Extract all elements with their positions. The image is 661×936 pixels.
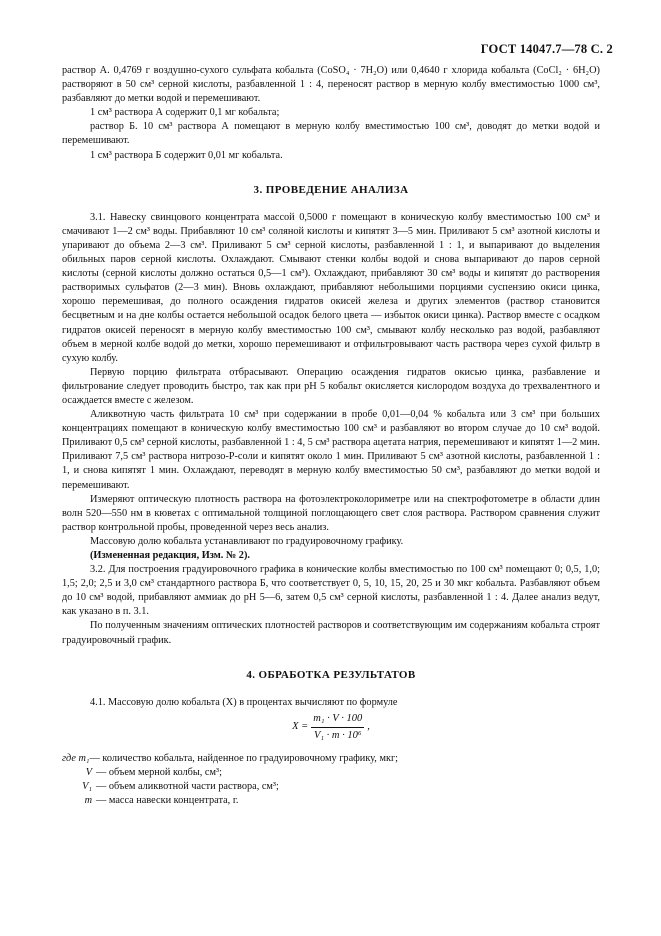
paragraph-solution-a: раствор А. 0,4769 г воздушно-сухого сульфата кобальта (CoSO₄ · 7H₂O) или 0,4640 г хлорида кобальта (CoCl₂ · 6H₂O) растворяют в 50 см³ серной кислоты, разбавленной 1 : 4, переносят раствор в мерную колбу вместимостью 1000 см³, разбавляют до метки водой и перемешивают. bbox=[62, 65, 600, 105]
paragraph-solution-b-content: 1 см³ раствора Б содержит 0,01 мг кобальта. bbox=[90, 149, 283, 161]
legend-symbol: m bbox=[84, 795, 92, 807]
document-body bbox=[62, 64, 600, 808]
formula-numerator: m₁ · V · 100 bbox=[311, 712, 364, 728]
paragraph-solution-a-content: 1 см³ раствора А содержит 0,1 мг кобальта; bbox=[90, 107, 280, 119]
paragraph-3-1-aliquot: Аликвотную часть фильтрата 10 см³ при содержании в пробе 0,01—0,04 % кобальта или 3 см³ при больших концентрациях помещают в коническую колбу вместимостью 100 см³ и разбавляют во втором случае до 10 см³ водой. Приливают 0,5 см³ серной кислоты, разбавленной 1 : 4, 5 см³ раствора ацетата натрия, перемешивают и кипятят 1—2 мин. Приливают 7,5 см³ раствора нитрозо-Р-соли и кипятят около 1 мин. Приливают 5 см³ азотной кислоты, разбавленной 1 : 1, и снова кипятят 1 мин. Охлаждают, переводят в мерную колбу вместимостью 50 см³, разбавляют до метки водой и перемешивают. bbox=[62, 409, 600, 491]
legend-symbol: V₁ bbox=[82, 781, 92, 793]
paragraph-4-1: 4.1. Массовую долю кобальта (X) в процентах вычисляют по формуле bbox=[90, 696, 398, 708]
legend-row bbox=[62, 752, 600, 766]
legend-symbol: где m₁ bbox=[62, 752, 90, 764]
section-4-heading: 4. ОБРАБОТКА РЕЗУЛЬТАТОВ bbox=[246, 668, 416, 681]
formula-fraction bbox=[311, 712, 364, 743]
section-3-heading: 3. ПРОВЕДЕНИЕ АНАЛИЗА bbox=[253, 183, 409, 196]
paragraph-3-2: 3.2. Для построения градуировочного графика в конические колбы вместимостью по 100 см³ помещают 0; 0,5, 1,0; 1,5; 2,0; 2,5 и 3,0 см³ стандартного раствора Б, что соответствует 0, 5, 10, 15, 20, 25 и 30 мкг кобальта. Разбавляют объем до 10 см³ водой, прибавляют аммиак до pH 5—6, затем 0,5 см³ серной кислоты, разбавленной 1 : 4. Далее анализ ведут, как указано в п. 3.1. bbox=[62, 564, 600, 618]
legend-text: — объем аликвотной части раствора, см³; bbox=[96, 781, 279, 793]
legend-text: — количество кобальта, найденное по градуировочному графику, мкг; bbox=[89, 752, 399, 764]
paragraph-3-1-graph: Массовую долю кобальта устанавливают по градуировочному графику. bbox=[90, 535, 404, 547]
formula-tail: , bbox=[367, 721, 370, 733]
legend-text: — объем мерной колбы, см³; bbox=[96, 766, 222, 778]
formula-lhs: X = bbox=[292, 721, 309, 733]
edition-note: (Измененная редакция, Изм. № 2). bbox=[90, 550, 250, 561]
legend-symbol: V bbox=[85, 766, 92, 778]
page-header: ГОСТ 14047.7—78 С. 2 bbox=[480, 42, 613, 56]
formula bbox=[62, 712, 600, 746]
formula-denominator: V₁ · m · 10⁶ bbox=[313, 729, 362, 741]
paragraph-3-1-filtrate: Первую порцию фильтрата отбрасывают. Операцию осаждения гидратов окисью цинка, разбавление и фильтрование следует проводить быстро, так как при pH 5 кобальт окисляется кислородом воздуха до трехвалентного и осаждается вместе с железом. bbox=[62, 366, 600, 406]
legend-row bbox=[62, 780, 600, 794]
legend-row bbox=[62, 766, 600, 780]
paragraph-3-1-measure: Измеряют оптическую плотность раствора на фотоэлектроколориметре или на спектрофотометре в области длин волн 520—550 нм в кюветах с оптимальной толщиной поглощающего свет слоя раствора. Раствором сравнения служит раствор контрольной пробы, проведенной через весь анализ. bbox=[62, 493, 600, 533]
legend-row bbox=[62, 794, 600, 808]
paragraph-solution-b: раствор Б. 10 см³ раствора А помещают в мерную колбу вместимостью 100 см³, доводят до метки водой и перемешивают. bbox=[62, 121, 600, 147]
formula-legend bbox=[62, 752, 600, 808]
paragraph-3-2-graph: По полученным значениям оптических плотностей растворов и соответствующим им содержаниям кобальта строят градуировочный график. bbox=[62, 620, 600, 646]
legend-text: — масса навески концентрата, г. bbox=[96, 795, 239, 807]
paragraph-3-1: 3.1. Навеску свинцового концентрата массой 0,5000 г помещают в коническую колбу вместимостью 100 см³ и смачивают 1—2 см³ воды. Прибавляют 10 см³ соляной кислоты и кипятят 3—5 мин. Приливают 5 см³ азотной кислоты и упаривают до объема 2—3 см³. Приливают 5 см³ серной кислоты, разбавленной 1 : 1, и выпаривают до выделения обильных паров серной кислоты. Охлаждают. Смывают стенки колбы водой и снова выпаривают до паров серной кислоты (серной кислоты должно остаться 0,5—1 см³). Охлаждают, прибавляют 30 см³ воды и кипятят до растворения растворимых сульфатов (2—3 мин). Вновь охлаждают, прибавляют небольшими порциями суспензию окиси цинка, хорошо перемешивая, до полного осаждения гидратов окисей железа и других элементов (раствор становится бесцветным и на дне колбы остается небольшой осадок белого цвета — избыток окиси цинка). Раствор вместе с осадком гидратов окисей переносят в мерную колбу вместимостью 100 см³, смывают колбу несколько раз водой, разбавляют объем в мерной колбе водой до метки, хорошо перемешивают и отфильтровывают часть раствора через сухой фильтр в сухую колбу. bbox=[62, 211, 600, 364]
